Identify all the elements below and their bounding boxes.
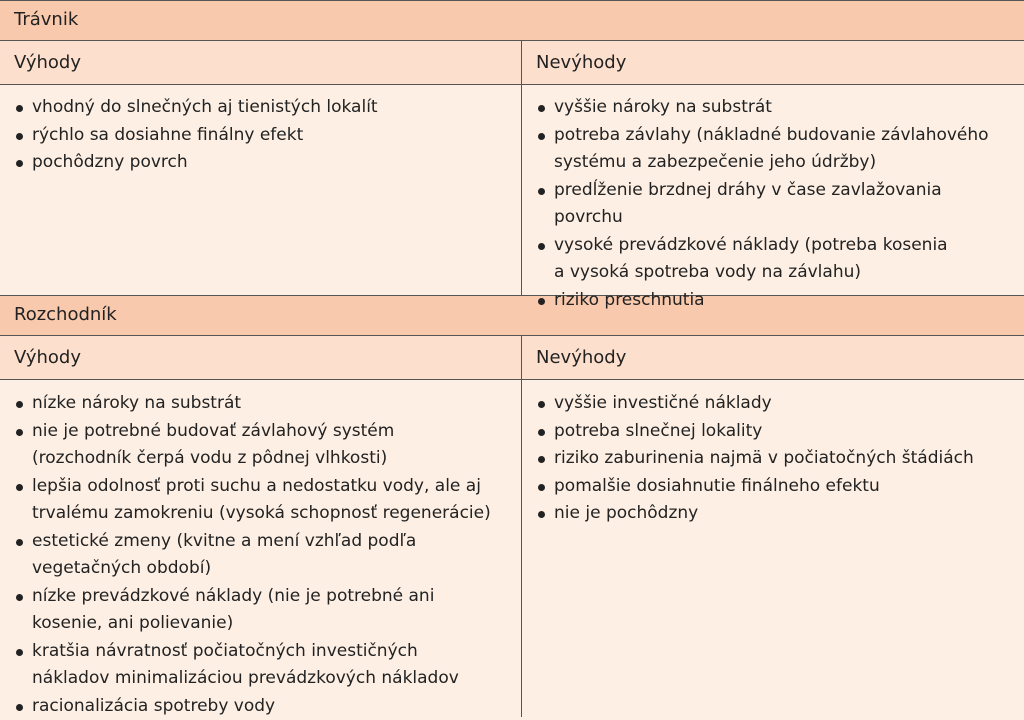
list-item-text: vysoké prevádzkové náklady (potreba kosenia [554,232,1010,260]
list-item [14,583,507,638]
disadvantages-header: Nevýhody [522,41,1024,84]
list-item [536,500,1010,528]
list-item-text: rýchlo sa dosiahne finálny efekt [32,122,507,150]
section-body-row [0,85,1024,296]
disadvantages-list [536,390,1010,528]
section-body-row [0,380,1024,717]
list-item-text: nízke nároky na substrát [32,390,507,418]
list-item [536,390,1010,418]
list-item [536,473,1010,501]
list-item-text: riziko zaburinenia najmä v počiatočných štádiách [554,445,1010,473]
disadvantages-cell [522,380,1024,717]
list-item-text: vyššie nároky na substrát [554,94,1010,122]
section-title-rozchodnik: Rozchodník [0,296,1024,336]
advantages-list [14,390,507,720]
list-item [14,122,507,150]
list-item-text: predĺženie brzdnej dráhy v čase zavlažovania povrchu [554,177,1010,232]
list-item-text: pochôdzny povrch [32,149,507,177]
list-item-text: potreba závlahy (nákladné budovanie závlahového [554,122,1010,150]
list-item [14,473,507,528]
list-item-text: lepšia odolnosť proti suchu a nedostatku vody, ale aj [32,473,507,501]
list-item [14,638,507,693]
list-item [536,232,1010,287]
list-item [14,418,507,473]
list-item-text: vhodný do slnečných aj tienistých lokalít [32,94,507,122]
column-header-row [0,336,1024,380]
list-item [14,528,507,583]
advantages-cell [0,85,522,295]
section-title-travnik: Trávnik [0,1,1024,41]
list-item-text: pomalšie dosiahnutie finálneho efektu [554,473,1010,501]
column-header-row [0,41,1024,85]
disadvantages-list [536,94,1010,314]
list-item-text: (rozchodník čerpá vodu z pôdnej vlhkosti) [32,445,507,473]
list-item-text: systému a zabezpečenie jeho údržby) [554,149,1010,177]
advantages-cell [0,380,522,717]
list-item [14,390,507,418]
advantages-header: Výhody [0,336,522,379]
list-item [536,177,1010,232]
list-item-text: vyššie investičné náklady [554,390,1010,418]
list-item [536,287,1010,315]
list-item-text: nie je potrebné budovať závlahový systém [32,418,507,446]
list-item [536,445,1010,473]
list-item-text: nie je pochôdzny [554,500,1010,528]
list-item [14,149,507,177]
advantages-header: Výhody [0,41,522,84]
list-item-text: trvalému zamokreniu (vysoká schopnosť regenerácie) [32,500,507,528]
disadvantages-cell [522,85,1024,295]
list-item-text: potreba slnečnej lokality [554,418,1010,446]
disadvantages-header: Nevýhody [522,336,1024,379]
list-item [536,418,1010,446]
list-item [536,122,1010,177]
list-item-text: vegetačných období) [32,555,507,583]
advantages-list [14,94,507,177]
list-item-text: racionalizácia spotreby vody [32,693,507,720]
list-item-text: a vysoká spotreba vody na závlahu) [554,259,1010,287]
list-item [14,94,507,122]
list-item [536,94,1010,122]
list-item-text: nákladov minimalizáciou prevádzkových nákladov [32,665,507,693]
list-item-text: kosenie, ani polievanie) [32,610,507,638]
list-item-text: nízke prevádzkové náklady (nie je potrebné ani [32,583,507,611]
list-item-text: kratšia návratnosť počiatočných investičných [32,638,507,666]
list-item-text: riziko preschnutia [554,287,1010,315]
list-item-text: estetické zmeny (kvitne a mení vzhľad podľa [32,528,507,556]
